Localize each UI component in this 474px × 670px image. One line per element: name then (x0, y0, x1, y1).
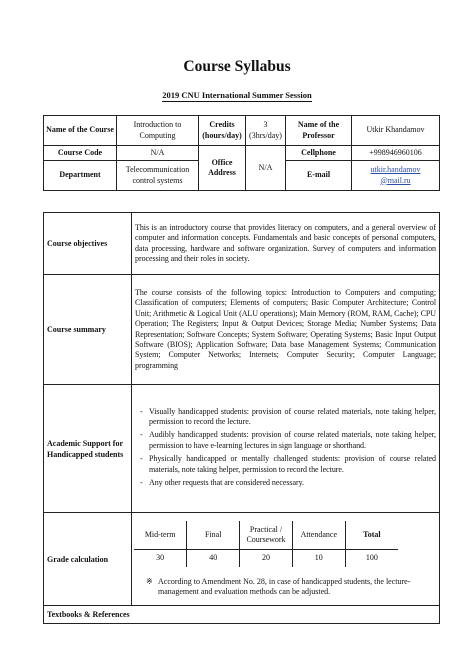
support-list (135, 407, 436, 489)
cellphone-value: +998946960106 (352, 146, 440, 161)
cellphone-label: Cellphone (286, 146, 352, 161)
session-name: 2019 CNU International Summer Session (162, 90, 312, 100)
grade-header-attendance: Attendance (292, 521, 345, 550)
grade-note-text: According to Amendment No. 28, in case of handicapped students, the lecture-management and evaluation methods can be adjusted. (158, 576, 411, 597)
credits-label: Credits (hours/day) (199, 116, 246, 146)
grade-value-practical: 20 (240, 550, 293, 567)
course-code-value: N/A (117, 146, 199, 161)
grade-header-total: Total (345, 521, 398, 550)
email-line-1: utkir.handamov (370, 165, 421, 174)
professor-value: Utkir Khandamov (352, 116, 440, 146)
course-code-label: Course Code (44, 146, 117, 161)
syllabus-table (43, 212, 440, 624)
support-item-visual: - Visually handicapped students: provision of course related materials, note taking helper, permission to record the lecture. (149, 407, 436, 428)
email-value (352, 161, 440, 191)
grade-value-midterm: 30 (134, 550, 187, 567)
summary-text: The course consists of the following topics: Introduction to Computers and computing; Classification of computers; Elements of computers; Basic Computer Architecture; Control Unit; Arithmetic & Logical Unit (ALU operations); Main Memory (ROM, RAM, Cache); CPU Operation; The Registers; Input & Output Devices; Storage Media; Number Systems; Data Representation; Software Concepts; System Software; Operating Systems; Basic Input Output Software (BIOS); Application Software; Data base Management Systems; Communication System; Computer Networks; Internets; Computer Security; Computer Language; programming (132, 275, 440, 385)
grade-header-final: Final (187, 521, 240, 550)
grade-value-final: 40 (187, 550, 240, 567)
department-label: Department (44, 161, 117, 191)
textbooks-label: Textbooks & References (44, 606, 440, 624)
email-link[interactable] (371, 165, 421, 185)
credits-value: 3 (3hrs/day) (246, 116, 286, 146)
support-item-physical: - Physically handicapped or mentally challenged students: provision of course related materials, note taking helper, permission to record the lecture. (149, 454, 436, 475)
office-label: Office Address (199, 146, 246, 191)
support-list-cell (132, 385, 440, 513)
grade-note (146, 577, 435, 598)
grade-header-midterm: Mid-term (134, 521, 187, 550)
grade-label: Grade calculation (44, 513, 132, 606)
summary-label: Course summary (44, 275, 132, 385)
support-item-other: - Any other requests that are considered necessary. (149, 478, 436, 488)
page-subtitle (0, 90, 474, 100)
grade-table (134, 521, 398, 567)
reference-mark-icon: ※ (146, 576, 153, 586)
objectives-label: Course objectives (44, 213, 132, 275)
professor-label: Name of the Professor (286, 116, 352, 146)
page-title: Course Syllabus (183, 58, 291, 75)
course-name-label: Name of the Course (44, 116, 117, 146)
grade-value-total: 100 (365, 553, 378, 563)
course-name-value: Introduction to Computing (117, 116, 199, 146)
email-label: E-mail (286, 161, 352, 191)
support-label: Academic Support for Handicapped students (44, 385, 132, 513)
email-line-2: @mail.ru (380, 175, 411, 185)
grade-header-practical: Practical / Coursework (240, 521, 293, 550)
grade-value-attendance: 10 (292, 550, 345, 567)
grade-cell (132, 513, 440, 606)
course-info-table (43, 115, 440, 191)
objectives-text: This is an introductory course that provides literacy on computers, and a general overview of computer and information concepts. Fundamentals and basic concepts of personal computers, data processing, hardware and software organization. Survey of computers and information processing and their roles in society. (132, 213, 440, 275)
office-value: N/A (246, 146, 286, 191)
support-item-audible: - Audibly handicapped students: provision of course related materials, note taking helper, permission to have e-learning lectures in sign language or shorthand. (149, 430, 436, 451)
department-value: Telecommunication control systems (117, 161, 199, 191)
